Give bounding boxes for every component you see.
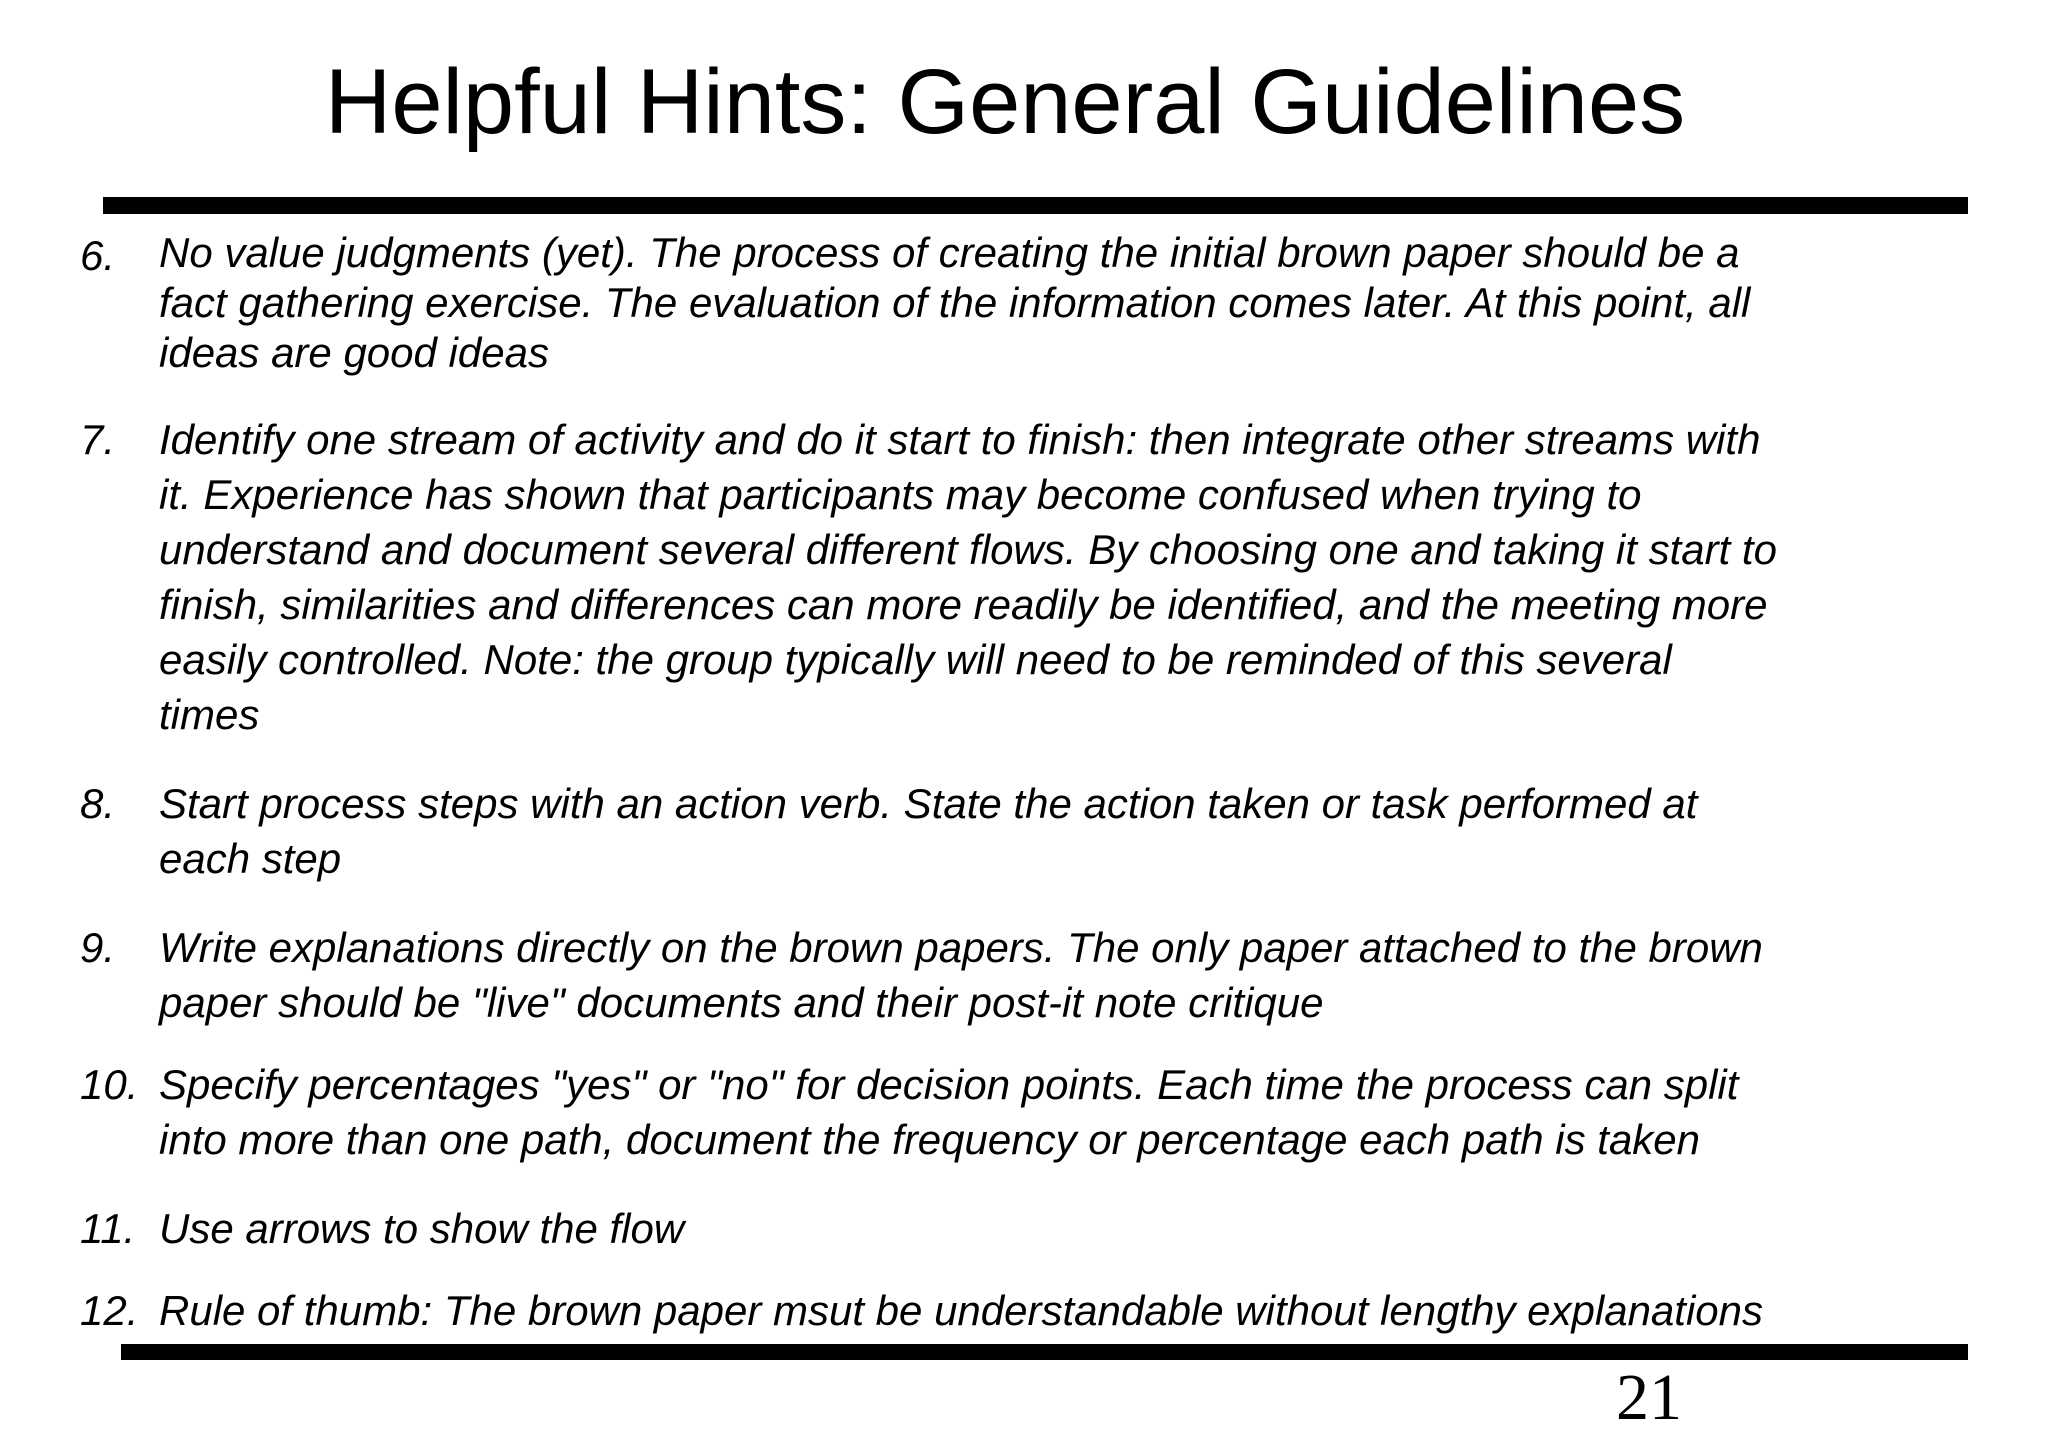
list-item bbox=[80, 1057, 1980, 1167]
item-number: 11. bbox=[80, 1205, 136, 1252]
list-item bbox=[80, 228, 1980, 378]
item-text: Use arrows to show the flow bbox=[159, 1205, 685, 1252]
item-text: Identify one stream of activity and do it start to finish: then integrate other streams with it. Experience has shown that participants may become confused when trying to understand and document several different flows. By choosing one and taking it start to finish, similarities and differences can more readily be identified, and the meeting more easily controlled. Note: the group typically will need to be reminded of this several times bbox=[159, 416, 1777, 738]
page-number: 21 bbox=[1616, 1361, 1682, 1434]
item-number: 7. bbox=[80, 416, 116, 463]
item-number: 12. bbox=[80, 1287, 139, 1334]
item-text: No value judgments (yet). The process of creating the initial brown paper should be a fact gathering exercise. The evaluation of the information comes later. At this point, all ideas are good ideas bbox=[159, 229, 1751, 376]
item-text: Start process steps with an action verb. State the action taken or task performed at each step bbox=[159, 780, 1698, 882]
item-number: 6. bbox=[80, 232, 116, 279]
list-item bbox=[80, 776, 1980, 886]
slide-title: Helpful Hints: General Guidelines bbox=[324, 51, 1686, 153]
title-divider bbox=[103, 197, 1968, 214]
item-text: Write explanations directly on the brown papers. The only paper attached to the brown paper should be "live" documents and their post-it note critique bbox=[159, 924, 1763, 1026]
footer-divider bbox=[121, 1344, 1968, 1360]
item-number: 10. bbox=[80, 1061, 139, 1108]
list-item bbox=[80, 412, 1980, 742]
list-item bbox=[80, 1283, 1980, 1338]
item-text: Rule of thumb: The brown paper msut be understandable without lengthy explanations bbox=[159, 1287, 1763, 1334]
guidelines-list bbox=[80, 228, 1980, 1338]
list-item bbox=[80, 1201, 1980, 1256]
item-text: Specify percentages "yes" or "no" for decision points. Each time the process can split into more than one path, document the frequency or percentage each path is taken bbox=[159, 1061, 1739, 1163]
item-number: 8. bbox=[80, 780, 116, 827]
item-number: 9. bbox=[80, 924, 116, 971]
list-item bbox=[80, 920, 1980, 1030]
